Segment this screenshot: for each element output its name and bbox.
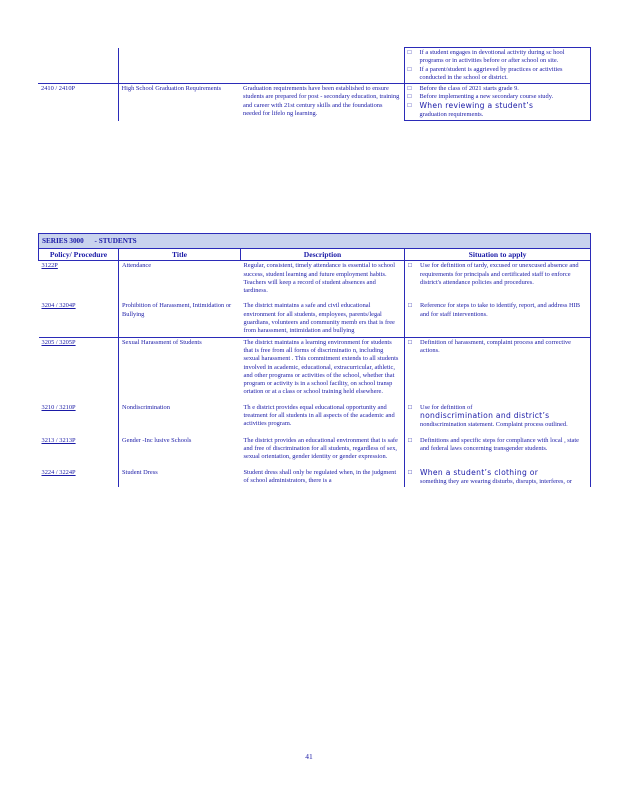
table-row <box>39 463 591 488</box>
table-row <box>39 398 591 431</box>
policy-number: 2410 / 2410P <box>38 84 118 121</box>
situation-list <box>408 302 587 319</box>
policy-number: 3213 / 3213P <box>41 436 76 444</box>
policy-title: High School Graduation Requirements <box>118 84 240 121</box>
policy-title: Student Dress <box>122 468 158 476</box>
policy-title: Gender -Inc lusive Schools <box>122 436 192 444</box>
list-item: □ When a student’s clothing or something they are wearing disturbs, disrupts, interferes, or <box>408 469 587 487</box>
series-name: - STUDENTS <box>94 237 137 245</box>
list-item: □ Use for definition of nondiscrimination and district’s nondiscrimination statement. Complaint process outlined. <box>408 404 587 430</box>
situation-list <box>408 339 587 356</box>
situation-large-text: When a student’s clothing or <box>420 467 539 477</box>
policy-number: 3224 / 3224P <box>41 468 76 476</box>
policy-description: The district maintains a learning environment for students that is free from all forms of discriminatio n, including sexual harassment . This commitment extends to all students involved in academic, educational, extracurricular, athletic, and other programs or activities of the school, whether that program or activity is in a school facility, on school transp ortation or at a class or school training held elsewhere. <box>241 337 405 398</box>
header-policy: Policy/ Procedure <box>39 249 119 261</box>
list-item: □ When reviewing a student’s graduation requirements. <box>408 102 587 120</box>
policy-title: Prohibition of Harassment, Intimidation or Bullying <box>122 302 232 318</box>
policy-description: Student dress shall only be regulated when, in the judgment of school administrators, there is a <box>241 463 405 488</box>
list-item: □ Definitions and specific steps for compliance with local , state and federal laws concerning transgender students. <box>408 437 587 454</box>
policy-description: Regular, consistent, timely attendance is essential to school success, student learning and future employment habits. Teachers will keep a record of student absences and tardiness. <box>241 261 405 297</box>
policy-number: 3204 / 3204P <box>41 302 76 310</box>
table-row <box>39 296 591 337</box>
policy-table-continued <box>38 47 591 121</box>
header-situation: Situation to apply <box>405 249 591 261</box>
policy-number: 3122P <box>41 262 58 270</box>
table-row <box>38 84 590 121</box>
table-row <box>38 48 590 84</box>
table-row <box>39 431 591 463</box>
table-row <box>39 337 591 398</box>
situation-large-text: nondiscrimination and district’s <box>420 411 550 421</box>
situation-list <box>408 49 587 82</box>
situation-list <box>408 437 587 454</box>
series-header-row <box>39 234 591 249</box>
policy-number: 3205 / 3205P <box>41 338 76 346</box>
policy-title: Attendance <box>122 262 152 270</box>
policy-description: Graduation requirements have been established to ensure students are prepared for post - secondary education, training and career with 21st century skills and the foundations needed for lifelo ng learning. <box>240 84 404 121</box>
policy-title: Nondiscrimination <box>122 403 170 411</box>
situation-large-text: When reviewing a student’s <box>419 100 534 110</box>
list-item: □ If a parent/student is aggrieved by practices or activities conducted in the school or district. <box>408 66 587 83</box>
students-policy-table <box>38 233 591 487</box>
header-title: Title <box>119 249 241 261</box>
situation-list <box>408 262 587 287</box>
table-row <box>39 261 591 297</box>
policy-number: 3210 / 3210P <box>41 403 76 411</box>
situation-list <box>408 469 587 487</box>
policy-description: Th e district provides equal educational opportunity and treatment for all students in all aspects of the academic and activities program. <box>241 398 405 431</box>
list-item: □ Reference for steps to take to identify, report, and address HIB and for staff interventions. <box>408 302 587 319</box>
list-item: □ Use for definition of tardy, excused or unexcused absence and requirements for principals and certificated staff to enforce district's attendance policies and procedures. <box>408 262 587 287</box>
list-item: □ Before the class of 2021 starts grade 9. <box>408 85 587 93</box>
situation-list <box>408 85 587 119</box>
page-number: 41 <box>305 752 313 761</box>
policy-description: The district provides an educational environment that is safe and free of discrimination for all students, regardless of sex, sexual orientation, gender identity or gender expression. <box>241 431 405 463</box>
policy-title: Sexual Harassment of Students <box>119 337 241 398</box>
list-item: □ Before implementing a new secondary course study. <box>408 93 587 101</box>
series-label: SERIES 3000 <box>42 237 84 245</box>
situation-list <box>408 404 587 430</box>
column-header-row <box>39 249 591 261</box>
header-description: Description <box>241 249 405 261</box>
list-item: □ If a student engages in devotional activity during sc hool programs or in activities before or after school on site. <box>408 49 587 66</box>
policy-description: The district maintains a safe and civil educational environment for all students, employees, parents/legal guardians, volunteers and community memb ers that is free from harassment, intimidation and bullying <box>241 296 405 337</box>
list-item: □ Definition of harassment, complaint process and corrective actions. <box>408 339 587 356</box>
